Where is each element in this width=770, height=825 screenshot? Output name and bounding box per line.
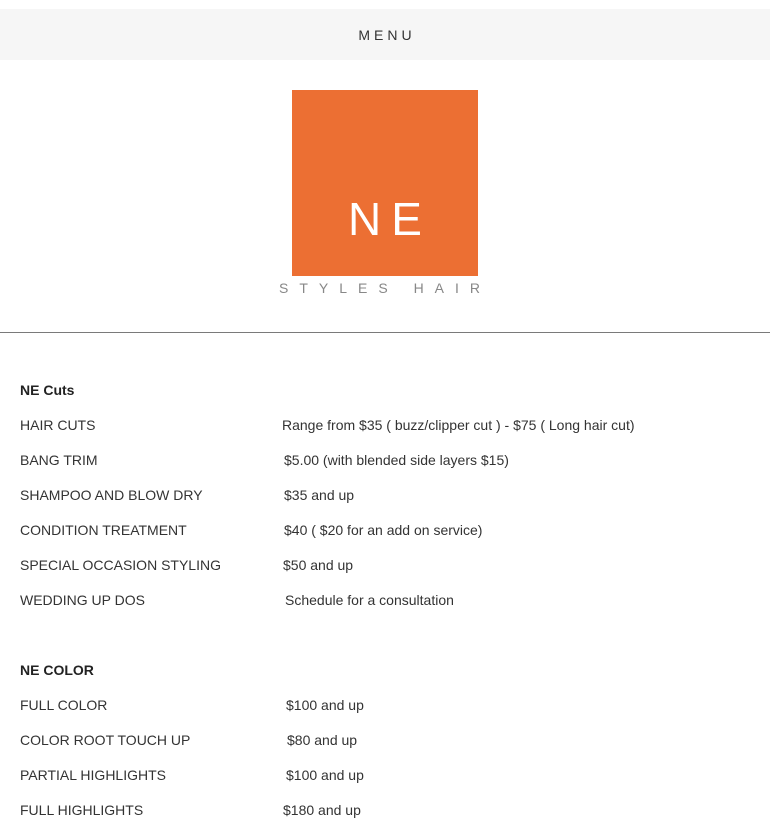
service-price: Schedule for a consultation [285,592,454,608]
logo-tagline: STYLES HAIR [278,280,492,296]
service-name: WEDDING UP DOS [20,592,145,608]
section-title-cuts: NE Cuts [20,382,75,398]
nav-bar [0,9,770,60]
service-name: COLOR ROOT TOUCH UP [20,732,191,748]
service-name: CONDITION TREATMENT [20,522,187,538]
service-price: $5.00 (with blended side layers $15) [284,452,509,468]
top-strip [0,0,770,9]
header-divider [0,332,770,333]
menu-button[interactable]: MENU [358,26,416,43]
section-title-color: NE COLOR [20,662,94,678]
logo-text: NE [348,193,432,245]
logo[interactable] [292,90,478,276]
service-price: $180 and up [283,802,361,818]
service-price: $100 and up [286,697,364,713]
service-name: FULL COLOR [20,697,108,713]
service-name: SHAMPOO AND BLOW DRY [20,487,203,503]
service-name: SPECIAL OCCASION STYLING [20,557,221,573]
service-name: HAIR CUTS [20,417,96,433]
service-name: PARTIAL HIGHLIGHTS [20,767,166,783]
service-price: $80 and up [287,732,358,748]
service-price: $35 and up [284,487,355,503]
service-name: BANG TRIM [20,452,98,468]
service-price: $40 ( $20 for an add on service) [284,522,483,538]
service-price: $100 and up [286,767,364,783]
service-name: FULL HIGHLIGHTS [20,802,144,818]
service-price: Range from $35 ( buzz/clipper cut ) - $75 ( Long hair cut) [282,417,635,433]
service-price: $50 and up [283,557,354,573]
